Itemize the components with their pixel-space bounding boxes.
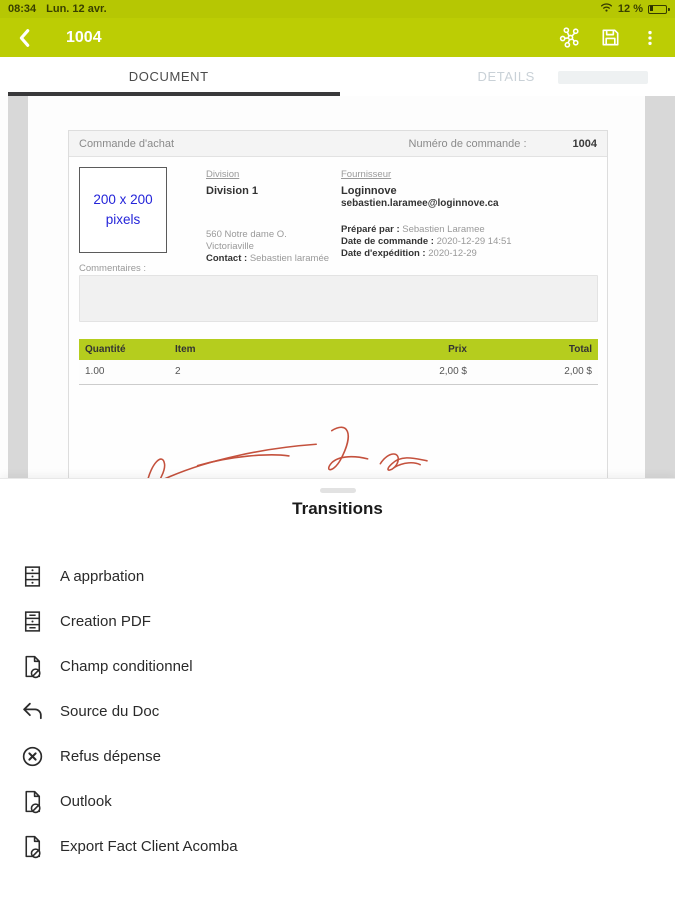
ship-date-label: Date d'expédition : [341, 248, 426, 259]
sheet-title: Transitions [292, 499, 383, 518]
workflow-icon [558, 25, 583, 50]
drawers-icon [20, 564, 45, 589]
transition-item-export-fact-client-acomba[interactable] [0, 824, 675, 869]
list-item-label: Source du Doc [60, 703, 160, 720]
tab-partial-indicator [558, 71, 648, 84]
prepared-value: Sebastien Laramee [402, 224, 485, 235]
division-contact [206, 253, 336, 265]
status-time: 08:34 [8, 3, 37, 15]
ship-date-value: 2020-12-29 [428, 248, 477, 259]
tab-bar [0, 57, 675, 96]
col-quantite: Quantité [79, 339, 169, 360]
doc-blocked-icon [20, 834, 45, 859]
app-bar [0, 18, 675, 57]
purchase-order-card [68, 130, 608, 478]
col-item: Item [169, 339, 359, 360]
cell-total: 2,00 $ [473, 360, 598, 384]
tab-document-label: DOCUMENT [128, 69, 209, 84]
drawers-alt-icon [20, 609, 45, 634]
logo-placeholder [79, 167, 167, 253]
page-title: 1004 [66, 28, 102, 46]
ship-date-line [341, 248, 601, 260]
col-total: Total [473, 339, 598, 360]
battery-icon [648, 5, 667, 14]
list-item-label: Outlook [60, 793, 112, 810]
col-prix: Prix [359, 339, 473, 360]
transition-item-refus-depense[interactable] [0, 734, 675, 779]
table-row [79, 360, 598, 384]
list-item-label: A apprbation [60, 568, 145, 585]
supplier-block [341, 169, 601, 260]
cell-prix: 2,00 $ [359, 360, 473, 384]
save-icon [599, 26, 622, 49]
comments-box [79, 275, 598, 322]
battery-percent: 12 % [617, 3, 643, 15]
supplier-name: Loginnove [341, 185, 397, 197]
back-button[interactable] [12, 25, 38, 51]
order-date-line [341, 236, 601, 248]
list-item-label: Export Fact Client Acomba [60, 838, 238, 855]
contact-name: Sebastien laramée [249, 253, 330, 264]
wifi-icon [600, 2, 613, 16]
transition-item-creation-pdf[interactable] [0, 599, 675, 644]
transition-item-source-du-doc[interactable] [0, 689, 675, 734]
items-table-header-row [79, 339, 598, 360]
division-name: Division 1 [206, 185, 258, 197]
division-block [206, 169, 336, 265]
logo-line1: 200 x 200 [93, 192, 153, 208]
tab-document[interactable] [0, 57, 338, 96]
document-viewer[interactable] [0, 96, 675, 478]
po-number: 1004 [572, 137, 597, 150]
comments-label: Commentaires : [79, 263, 147, 274]
contact-label: Contact : [206, 253, 248, 264]
po-number-label: Numéro de commande : [408, 137, 527, 150]
status-date: Lun. 12 avr. [46, 3, 107, 15]
status-bar [0, 0, 675, 18]
transition-item-outlook[interactable] [0, 779, 675, 824]
po-card-header [69, 131, 607, 157]
po-title: Commande d'achat [79, 137, 175, 150]
prepared-by-line [341, 224, 601, 236]
list-item-label: Champ conditionnel [60, 658, 193, 675]
document-page[interactable] [28, 96, 645, 478]
undo-arrow-icon [20, 699, 45, 724]
tab-details-label: DETAILS [477, 69, 535, 84]
save-button[interactable] [597, 25, 623, 51]
transition-item-a-apprbation[interactable] [0, 554, 675, 599]
cell-quantite: 1.00 [79, 360, 169, 384]
doc-blocked-icon [20, 654, 45, 679]
logo-line2: pixels [105, 212, 141, 227]
items-table [79, 339, 598, 385]
signature-scribble [141, 419, 433, 478]
list-item-label: Creation PDF [60, 613, 151, 630]
list-item-label: Refus dépense [60, 748, 161, 765]
supplier-email: sebastien.laramee@loginnove.ca [341, 198, 499, 209]
circle-x-icon [20, 744, 45, 769]
supplier-heading: Fournisseur [341, 169, 392, 180]
division-heading: Division [206, 169, 240, 180]
three-dot-menu-icon [640, 27, 660, 49]
transition-item-champ-conditionnel[interactable] [0, 644, 675, 689]
prepared-label: Préparé par : [341, 224, 400, 235]
order-date-label: Date de commande : [341, 236, 434, 247]
sheet-drag-handle[interactable] [320, 488, 356, 493]
division-address: 560 Notre dame O. Victoriaville [206, 229, 287, 252]
adjacent-page-edge [0, 96, 8, 478]
back-chevron-icon [15, 27, 35, 49]
doc-blocked-icon [20, 789, 45, 814]
transitions-list [0, 554, 675, 869]
overflow-menu-button[interactable] [637, 25, 663, 51]
cell-item: 2 [169, 360, 359, 384]
order-date-value: 2020-12-29 14:51 [436, 236, 512, 247]
transitions-bottom-sheet [0, 478, 675, 900]
workflow-button[interactable] [557, 25, 583, 51]
